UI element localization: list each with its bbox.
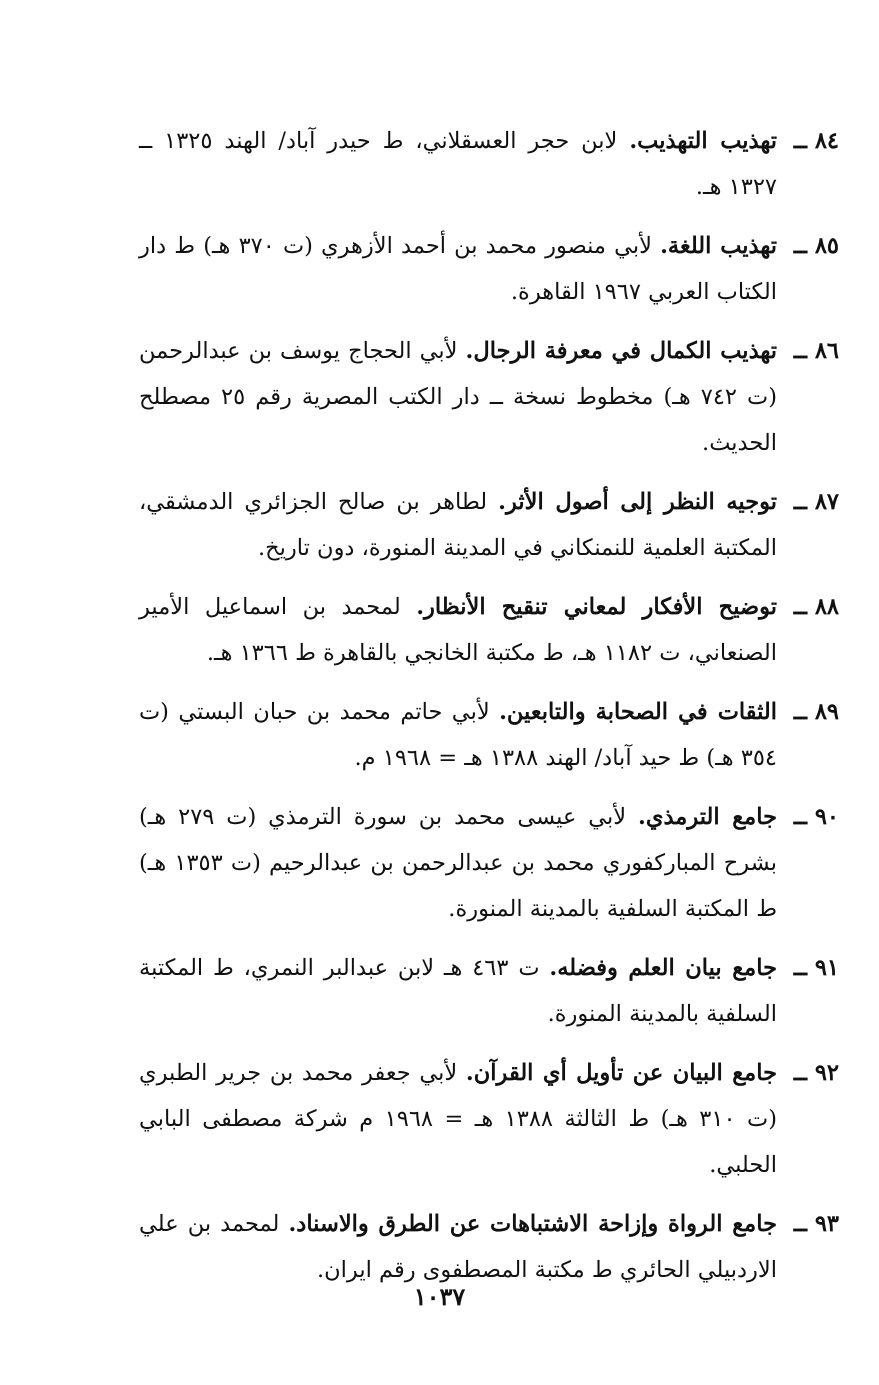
list-item [139,689,839,781]
entry-title: الثقات في الصحابة والتابعين. [499,699,778,725]
list-item [139,1050,839,1188]
entry-details: لأبي جعفر محمد بن جرير الطبري (ت ٣١٠ هـ) ط الثالثة ١٣٨٨ هـ = ١٩٦٨ م شركة مصطفى البابي الحلبي. [139,1060,777,1178]
entry-details: لطاهر بن صالح الجزائري الدمشقي، المكتبة العلمية للنمنكاني في المدينة المنورة، دون تاريخ. [139,489,777,561]
list-item [139,794,839,932]
entry-number: ٩١ ــ [793,955,839,981]
entry-details: لمحمد بن اسماعيل الأمير الصنعاني، ت ١١٨٢ هـ، ط مكتبة الخانجي بالقاهرة ط ١٣٦٦ هـ. [139,594,777,666]
list-item [139,118,839,210]
entry-number: ٨٥ ــ [793,233,839,259]
list-item [139,479,839,571]
entry-title: توضيح الأفكار لمعاني تنقيح الأنظار. [416,594,777,620]
entry-number: ٨٤ ــ [793,128,839,154]
entry-number: ٩٠ ــ [793,804,839,830]
entry-number: ٩٣ ــ [793,1211,839,1237]
entry-details: ت ٤٦٣ هـ لابن عبدالبر النمري، ط المكتبة السلفية بالمدينة المنورة. [139,955,777,1027]
page-number: ١٠٣٧ [413,1282,466,1311]
entry-title: توجيه النظر إلى أصول الأثر. [498,489,778,515]
entry-details: لأبي عيسى محمد بن سورة الترمذي (ت ٢٧٩ هـ) بشرح المباركفوري محمد بن عبدالرحمن بن عبدالرحيم (ت ١٣٥٣ هـ) ط المكتبة السلفية بالمدينة المنورة. [139,804,777,922]
entry-title: تهذيب التهذيب. [629,128,778,154]
entry-title: جامع الرواة وإزاحة الاشتباهات عن الطرق والاسناد. [288,1211,778,1237]
entry-details: لأبي منصور محمد بن أحمد الأزهري (ت ٣٧٠ هـ) ط دار الكتاب العربي ١٩٦٧ القاهرة. [139,233,777,305]
entry-number: ٨٧ ــ [793,489,839,515]
bibliography-list [139,118,839,1306]
entry-number: ٨٨ ــ [793,594,839,620]
list-item [139,1201,839,1293]
entry-details: لمحمد بن علي الاردبيلي الحائري ط مكتبة المصطفوى رقم ايران. [139,1211,777,1283]
list-item [139,328,839,466]
entry-title: تهذيب اللغة. [660,233,777,259]
list-item [139,223,839,315]
list-item [139,584,839,676]
entry-details: لأبي الحجاج يوسف بن عبدالرحمن (ت ٧٤٢ هـ) مخطوط نسخة ــ دار الكتب المصرية رقم ٢٥ مصطلح الحديث. [139,338,777,456]
entry-number: ٩٢ ــ [793,1060,839,1086]
entry-details: لأبي حاتم محمد بن حبان البستي (ت ٣٥٤ هـ) ط حيد آباد/ الهند ١٣٨٨ هـ = ١٩٦٨ م. [139,699,777,771]
list-item [139,945,839,1037]
entry-number: ٨٦ ــ [793,338,839,364]
entry-details: لابن حجر العسقلاني، ط حيدر آباد/ الهند ١٣٢٥ ــ ١٣٢٧ هـ. [139,128,777,200]
entry-title: جامع الترمذي. [638,804,777,830]
entry-number: ٨٩ ــ [793,699,839,725]
entry-title: جامع البيان عن تأويل أي القرآن. [465,1060,778,1086]
entry-title: تهذيب الكمال في معرفة الرجال. [465,338,778,364]
entry-title: جامع بيان العلم وفضله. [549,955,777,981]
